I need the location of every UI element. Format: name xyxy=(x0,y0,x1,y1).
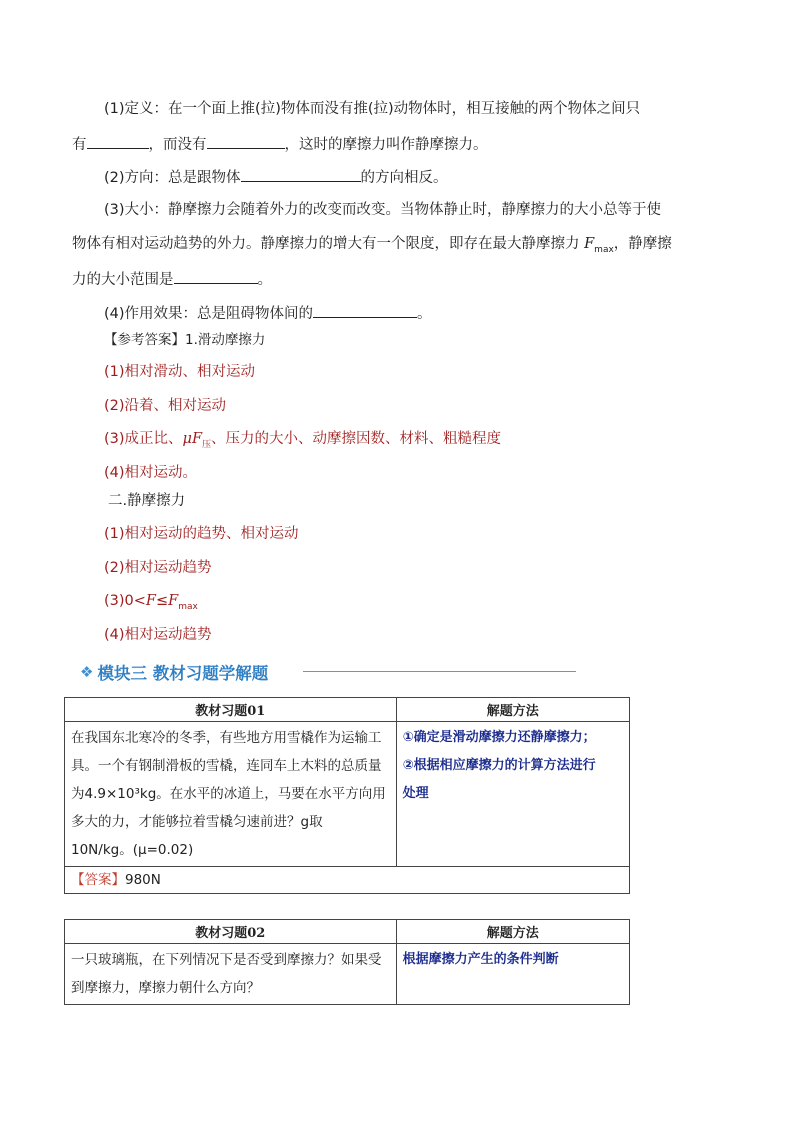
formula-symbol: F xyxy=(584,236,595,252)
module-heading xyxy=(80,660,268,684)
exercise-1-table xyxy=(64,697,630,894)
text: 、压力的大小、动摩擦因数、材料、粗糙程度 xyxy=(211,431,502,447)
fill-blank[interactable] xyxy=(207,133,285,149)
definition-4 xyxy=(104,302,432,324)
text: (3)成正比、 xyxy=(104,431,183,447)
answer-3 xyxy=(104,429,501,455)
exercise-2-question xyxy=(65,944,397,1005)
fill-blank[interactable] xyxy=(174,268,258,284)
answer-1: (1)相对滑动、相对运动 xyxy=(104,364,256,380)
exercise-2-method-title: 解题方法 xyxy=(396,920,629,944)
method-line: ①确定是滑动摩擦力还静摩擦力； xyxy=(402,730,596,745)
text: (4)作用效果：总是阻碍物体间的 xyxy=(104,306,314,322)
method-line: ②根据相应摩擦力的计算方法进行 xyxy=(402,758,596,773)
question-line: 具。一个有钢制滑板的雪橇，连同车上木料的总质量 xyxy=(71,758,382,774)
question-line: 多大的力，才能够拉着雪橇匀速前进？g取 xyxy=(71,814,323,830)
fill-blank[interactable] xyxy=(241,166,361,182)
text: 。 xyxy=(257,272,272,288)
answer-value: 980N xyxy=(125,872,161,888)
text: 力的大小范围是 xyxy=(72,272,174,288)
answer-b4: (4)相对运动趋势 xyxy=(104,627,212,643)
fill-blank[interactable] xyxy=(313,302,417,318)
module-divider xyxy=(303,671,576,672)
exercise-1-title: 教材习题01 xyxy=(65,698,397,722)
exercise-2-title: 教材习题02 xyxy=(65,920,397,944)
text: ≤ xyxy=(155,593,169,609)
subscript: max xyxy=(178,601,198,612)
answer-4: (4)相对运动。 xyxy=(104,465,198,481)
subscript: max xyxy=(594,244,614,255)
text: 的方向相反。 xyxy=(360,170,448,186)
method-line: 处理 xyxy=(402,786,429,801)
text: (3)0< xyxy=(104,593,146,609)
subscript: 压 xyxy=(202,439,212,450)
answers-header: 【参考答案】1.滑动摩擦力 xyxy=(104,332,266,348)
definition-3-line-1: (3)大小：静摩擦力会随着外力的改变而改变。当物体静止时，静摩擦力的大小总等于使 xyxy=(104,202,662,218)
text: ，静摩擦 xyxy=(613,236,672,252)
exercise-1-method xyxy=(396,722,629,867)
answer-b2: (2)相对运动趋势 xyxy=(104,560,212,576)
definition-1-line-1: (1)定义：在一个面上推(拉)物体而没有推(拉)动物体时，相互接触的两个物体之间只 xyxy=(104,101,641,117)
diamond-icon: ❖ xyxy=(80,663,94,681)
definition-3-line-2 xyxy=(72,234,672,260)
section-heading: 二.静摩擦力 xyxy=(108,493,186,509)
formula-symbol: F xyxy=(168,593,179,609)
module-title: 模块三 教材习题学解题 xyxy=(97,664,269,683)
answer-b3 xyxy=(104,591,198,617)
formula-symbol: μF xyxy=(182,431,203,447)
formula-symbol: F xyxy=(145,593,156,609)
text: 物体有相对运动趋势的外力。静摩擦力的增大有一个限度，即存在最大静摩擦力 xyxy=(72,236,580,252)
question-line: 10N/kg。(μ=0.02) xyxy=(71,842,194,858)
text: ，而没有 xyxy=(148,137,207,153)
definition-3-line-3 xyxy=(72,268,272,290)
exercise-1-answer xyxy=(65,867,630,894)
fill-blank[interactable] xyxy=(87,133,149,149)
text: ，这时的摩擦力叫作静摩擦力。 xyxy=(284,137,488,153)
question-line: 一只玻璃瓶，在下列情况下是否受到摩擦力？如果受 xyxy=(71,952,382,968)
exercise-1-question xyxy=(65,722,397,867)
question-line: 到摩擦力，摩擦力朝什么方向？ xyxy=(71,980,260,996)
exercise-2-table xyxy=(64,919,630,1005)
text: 有 xyxy=(72,137,87,153)
text: 。 xyxy=(417,306,432,322)
method-line: 根据摩擦力产生的条件判断 xyxy=(402,952,559,967)
exercise-2-method xyxy=(396,944,629,1005)
question-line: 为4.9×10³kg。在水平的冰道上，马要在水平方向用 xyxy=(71,786,386,802)
exercise-1-method-title: 解题方法 xyxy=(396,698,629,722)
answer-tag: 【答案】 xyxy=(71,872,125,888)
definition-1-line-2 xyxy=(72,133,488,155)
answer-b1: (1)相对运动的趋势、相对运动 xyxy=(104,526,299,542)
question-line: 在我国东北寒冷的冬季，有些地方用雪橇作为运输工 xyxy=(71,730,382,746)
answer-2: (2)沿着、相对运动 xyxy=(104,398,227,414)
definition-2 xyxy=(104,166,448,188)
text: (2)方向：总是跟物体 xyxy=(104,170,241,186)
